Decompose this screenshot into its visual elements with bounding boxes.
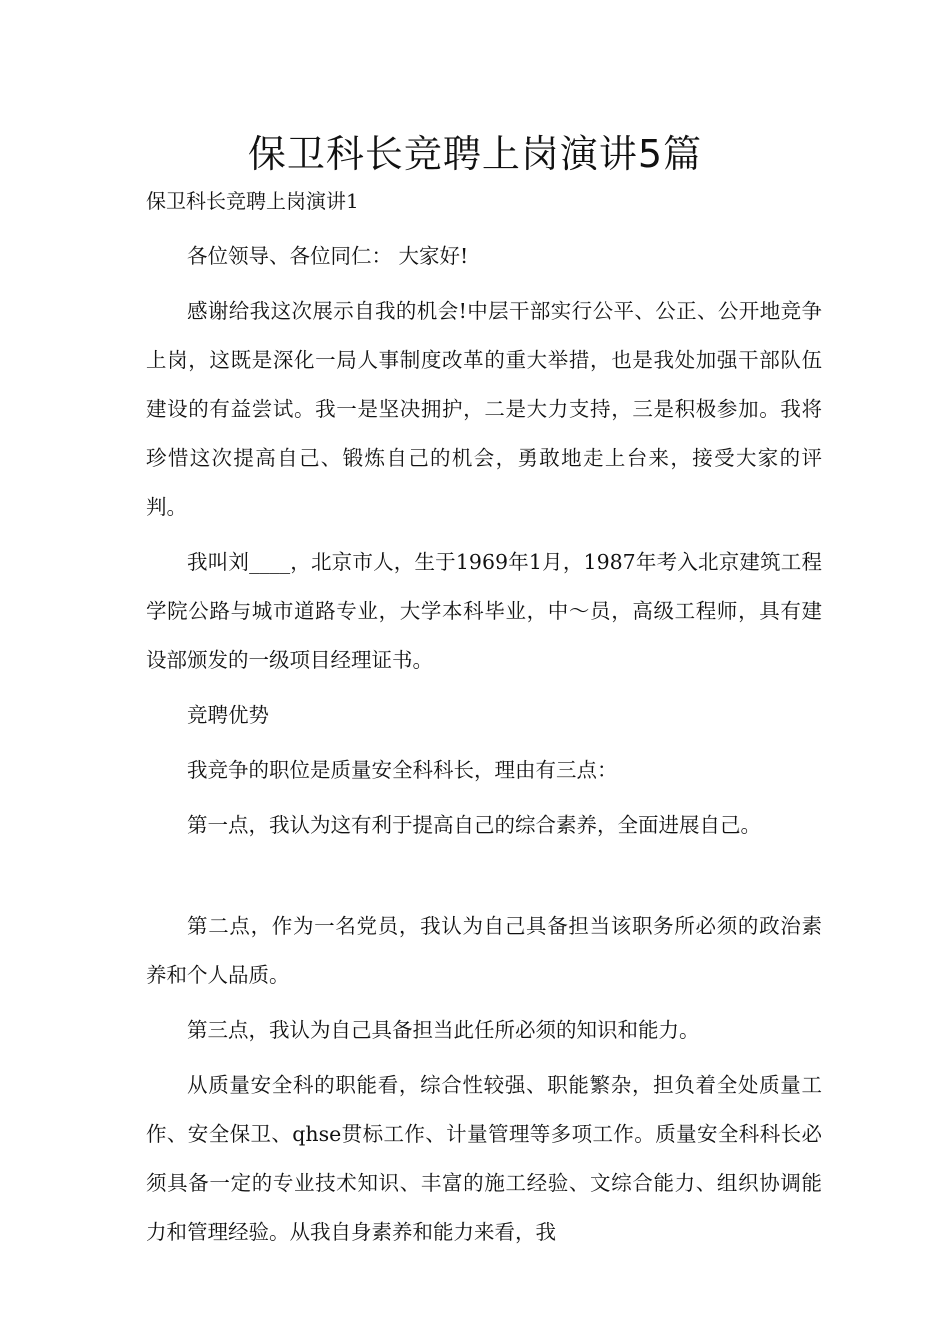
paragraph-point-one: 第一点，我认为这有利于提高自己的综合素养，全面进展自己。 (187, 813, 761, 837)
paragraph-position: 我竞争的职位是质量安全科科长，理由有三点： (187, 758, 618, 782)
document-title: 保卫科长竞聘上岗演讲5篇 (247, 132, 703, 176)
document-subtitle: 保卫科长竞聘上岗演讲1 (146, 189, 359, 213)
paragraph-introduction: 我叫刘____，北京市人，生于1969年1月，1987年考入北京建筑工程学院公路与城市道路专业，大学本科毕业，中～员，高级工程师，具有建设部颁发的一级项目经理证书。 (146, 550, 822, 672)
paragraph-department-duties: 从质量安全科的职能看，综合性较强、职能繁杂，担负着全处质量工作、安全保卫、qhse贯标工作、计量管理等多项工作。质量安全科科长必须具备一定的专业技术知识、丰富的施工经验、文综合能力、组织协调能力和管理经验。从我自身素养和能力来看，我 (146, 1073, 822, 1244)
section-heading-advantages: 竞聘优势 (187, 703, 269, 727)
paragraph-point-three: 第三点，我认为自己具备担当此任所必须的知识和能力。 (187, 1018, 700, 1042)
paragraph-point-two: 第二点，作为一名党员，我认为自己具备担当该职务所必须的政治素养和个人品质。 (146, 914, 822, 987)
document-body (146, 232, 822, 1263)
paragraph-thanks: 感谢给我这次展示自我的机会!中层干部实行公平、公正、公开地竞争上岗，这既是深化一局人事制度改革的重大举措，也是我处加强干部队伍建设的有益尝试。我一是坚决拥护，二是大力支持，三是积极参加。我将珍惜这次提高自己、锻炼自己的机会，勇敢地走上台来，接受大家的评判。 (146, 299, 822, 519)
paragraph-greeting: 各位领导、各位同仁： 大家好! (187, 244, 469, 268)
